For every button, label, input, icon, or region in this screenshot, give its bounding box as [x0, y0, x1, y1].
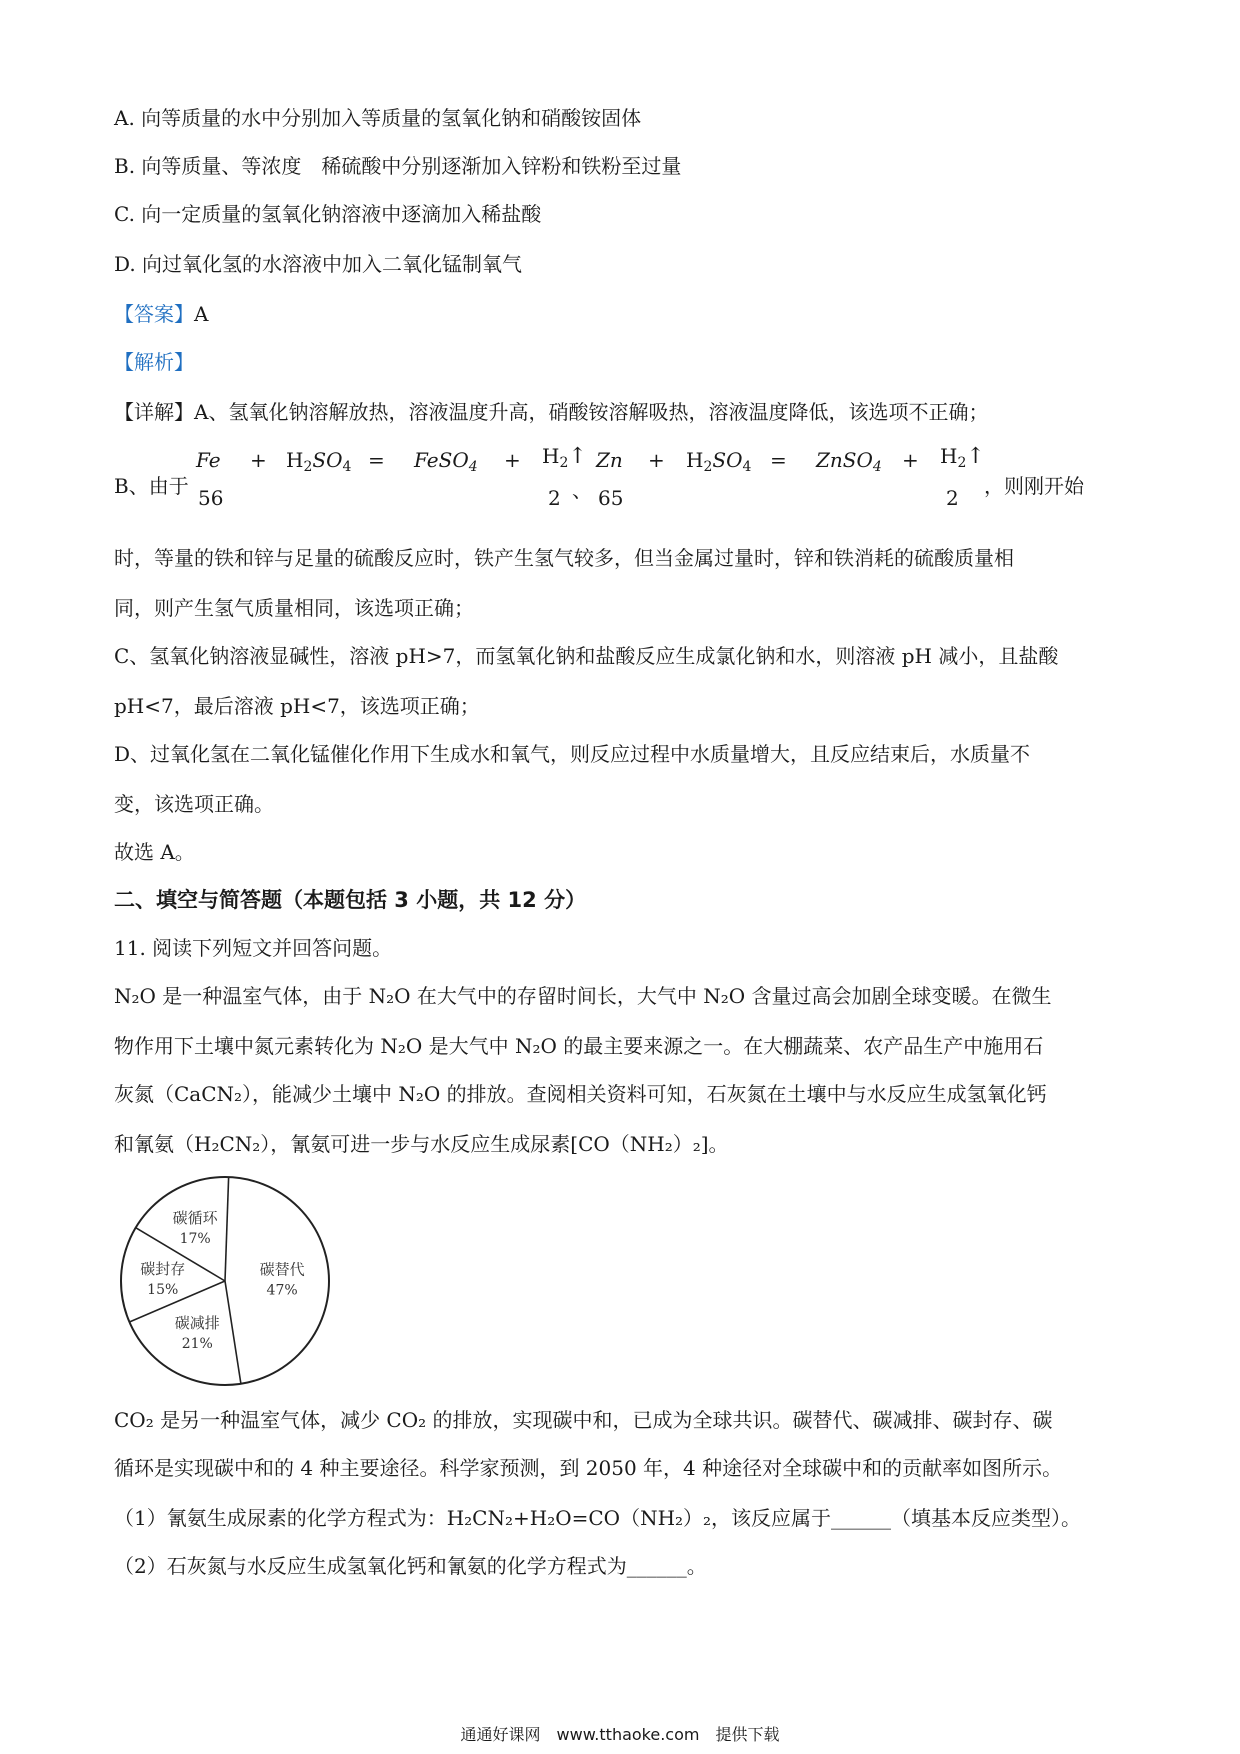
eq-h2so4-sub2: 4: [342, 459, 352, 475]
detail-label: 【详解】: [114, 400, 194, 424]
detail-c-line1: C、氢氧化钠溶液显碱性，溶液 pH>7，而氢氧化钠和盐酸反应生成氯化钠和水，则溶液 pH 减小，且盐酸: [114, 644, 1059, 668]
pie-slice-label: 碳替代: [259, 1260, 305, 1279]
equation-line: [114, 444, 1134, 518]
q11-p1-line2: 物作用下土壤中氮元素转化为 N₂O 是大气中 N₂O 的最主要来源之一。在大棚蔬菜、农产品生产中施用石: [114, 1034, 1044, 1058]
q11-p2-line2: 循环是实现碳中和的 4 种主要途径。科学家预测，到 2050 年，4 种途径对全球碳中和的贡献率如图所示。: [114, 1456, 1063, 1480]
eq-znso4: [816, 448, 882, 475]
pie-slice-value: 47%: [266, 1282, 298, 1299]
detail-a-text: A、氢氧化钠溶解放热，溶液温度升高，硝酸铵溶解吸热，溶液温度降低，该选项不正确；: [194, 400, 989, 424]
eq-h2-2-sub: 2: [957, 455, 967, 471]
q11-intro: 11. 阅读下列短文并回答问题。: [114, 936, 393, 960]
eq-znso4-main: ZnSO: [816, 448, 873, 472]
eq-znso4-sub: 4: [872, 459, 882, 475]
eq-h2-mass-1: 2: [548, 486, 561, 510]
q11-p2-line1: CO₂ 是另一种温室气体，减少 CO₂ 的排放，实现碳中和，已成为全球共识。碳替代、碳减排、碳封存、碳: [114, 1408, 1053, 1432]
eq-h2so4-h: H: [286, 448, 304, 472]
eq-h2so4-2-h: H: [686, 448, 704, 472]
answer-label: 【答案】: [114, 302, 194, 326]
detail-b-prefix: B、由于: [114, 474, 189, 498]
analysis-label: 【解析】: [114, 350, 194, 374]
eq-fe: Fe: [196, 448, 221, 472]
answer-value: A: [194, 302, 209, 326]
pie-slice-value: 15%: [147, 1281, 179, 1298]
detail-b-line2: 时，等量的铁和锌与足量的硫酸反应时，铁产生氢气较多，但当金属过量时，锌和铁消耗的硫酸质量相: [114, 546, 1014, 570]
q11-p1-line4: 和氰氨（H₂CN₂），氰氨可进一步与水反应生成尿素[CO（NH₂）₂]。: [114, 1132, 729, 1156]
eq-h2so4-2-so: SO: [712, 448, 743, 472]
eq-feso4: [414, 448, 478, 475]
detail-a: [114, 398, 988, 426]
eq-h2-sub: 2: [559, 455, 569, 471]
eq-h2-2-h: H: [940, 444, 958, 468]
detail-d-line1: D、过氧化氢在二氧化锰催化作用下生成水和氧气，则反应过程中水质量增大，且反应结束后，水质量不: [114, 742, 1031, 766]
eq-plus-1: +: [250, 448, 267, 472]
eq-h2-mass-2: 2: [946, 486, 959, 510]
footer-source: 通通好课网 www.tthaoke.com 提供下载: [460, 1725, 780, 1744]
eq-zn-mass: 65: [598, 486, 624, 510]
eq-plus-2: +: [504, 448, 521, 472]
q11-sub2: （2）石灰氮与水反应生成氢氧化钙和氰氨的化学方程式为______。: [114, 1554, 707, 1578]
eq-h2so4-2-sub2: 4: [742, 459, 752, 475]
detail-b-suffix: ，则刚开始: [984, 474, 1084, 498]
detail-d-line2: 变，该选项正确。: [114, 792, 274, 816]
pie-chart: [112, 1168, 338, 1394]
pie-slice-label: 碳循环: [172, 1209, 218, 1228]
eq-feso4-main: FeSO: [414, 448, 469, 472]
eq-zn: Zn: [596, 448, 623, 472]
eq-h2-1: [542, 444, 587, 471]
answer-line: [114, 300, 208, 328]
eq-plus-4: +: [902, 448, 919, 472]
eq-up-arrow-2: ↑: [966, 444, 985, 469]
option-b: B. 向等质量、等浓度 稀硫酸中分别逐渐加入锌粉和铁粉至过量: [114, 154, 682, 178]
eq-h2so4-sub: 2: [303, 459, 313, 475]
eq-equals-1: =: [368, 448, 385, 472]
pie-slice-value: 17%: [179, 1231, 211, 1248]
option-d: D. 向过氧化氢的水溶液中加入二氧化锰制氧气: [114, 252, 523, 276]
eq-h2so4-2-sub: 2: [703, 459, 713, 475]
eq-separator: 、: [572, 478, 592, 502]
eq-h2-h: H: [542, 444, 560, 468]
eq-fe-mass: 56: [198, 486, 224, 510]
pie-slice-value: 21%: [181, 1336, 213, 1353]
eq-equals-2: =: [770, 448, 787, 472]
eq-h2so4-so: SO: [312, 448, 343, 472]
eq-plus-3: +: [648, 448, 665, 472]
pie-slice-label: 碳减排: [174, 1314, 220, 1333]
detail-b-line3: 同，则产生氢气质量相同，该选项正确；: [114, 596, 474, 620]
q11-p1-line1: N₂O 是一种温室气体，由于 N₂O 在大气中的存留时间长，大气中 N₂O 含量过高会加剧全球变暖。在微生: [114, 984, 1052, 1008]
pie-slice-label: 碳封存: [140, 1259, 186, 1278]
detail-c-line2: pH<7，最后溶液 pH<7，该选项正确；: [114, 694, 480, 718]
q11-p1-line3: 灰氮（CaCN₂），能减少土壤中 N₂O 的排放。查阅相关资料可知，石灰氮在土壤中与水反应生成氢氧化钙: [114, 1082, 1047, 1106]
option-c: C. 向一定质量的氢氧化钠溶液中逐滴加入稀盐酸: [114, 202, 542, 226]
q11-sub1: （1）氰氨生成尿素的化学方程式为：H₂CN₂+H₂O=CO（NH₂）₂，该反应属于______（填基本反应类型）。: [114, 1506, 1082, 1530]
option-a: A. 向等质量的水中分别加入等质量的氢氧化钠和硝酸铵固体: [114, 106, 642, 130]
eq-h2so4-2: [686, 448, 751, 475]
eq-h2so4-1: [286, 448, 351, 475]
eq-h2-2: [940, 444, 985, 471]
eq-feso4-sub: 4: [468, 459, 478, 475]
section-title: 二、填空与简答题（本题包括 3 小题，共 12 分）: [114, 888, 587, 912]
detail-conclusion: 故选 A。: [114, 840, 195, 864]
eq-up-arrow-1: ↑: [568, 444, 587, 469]
